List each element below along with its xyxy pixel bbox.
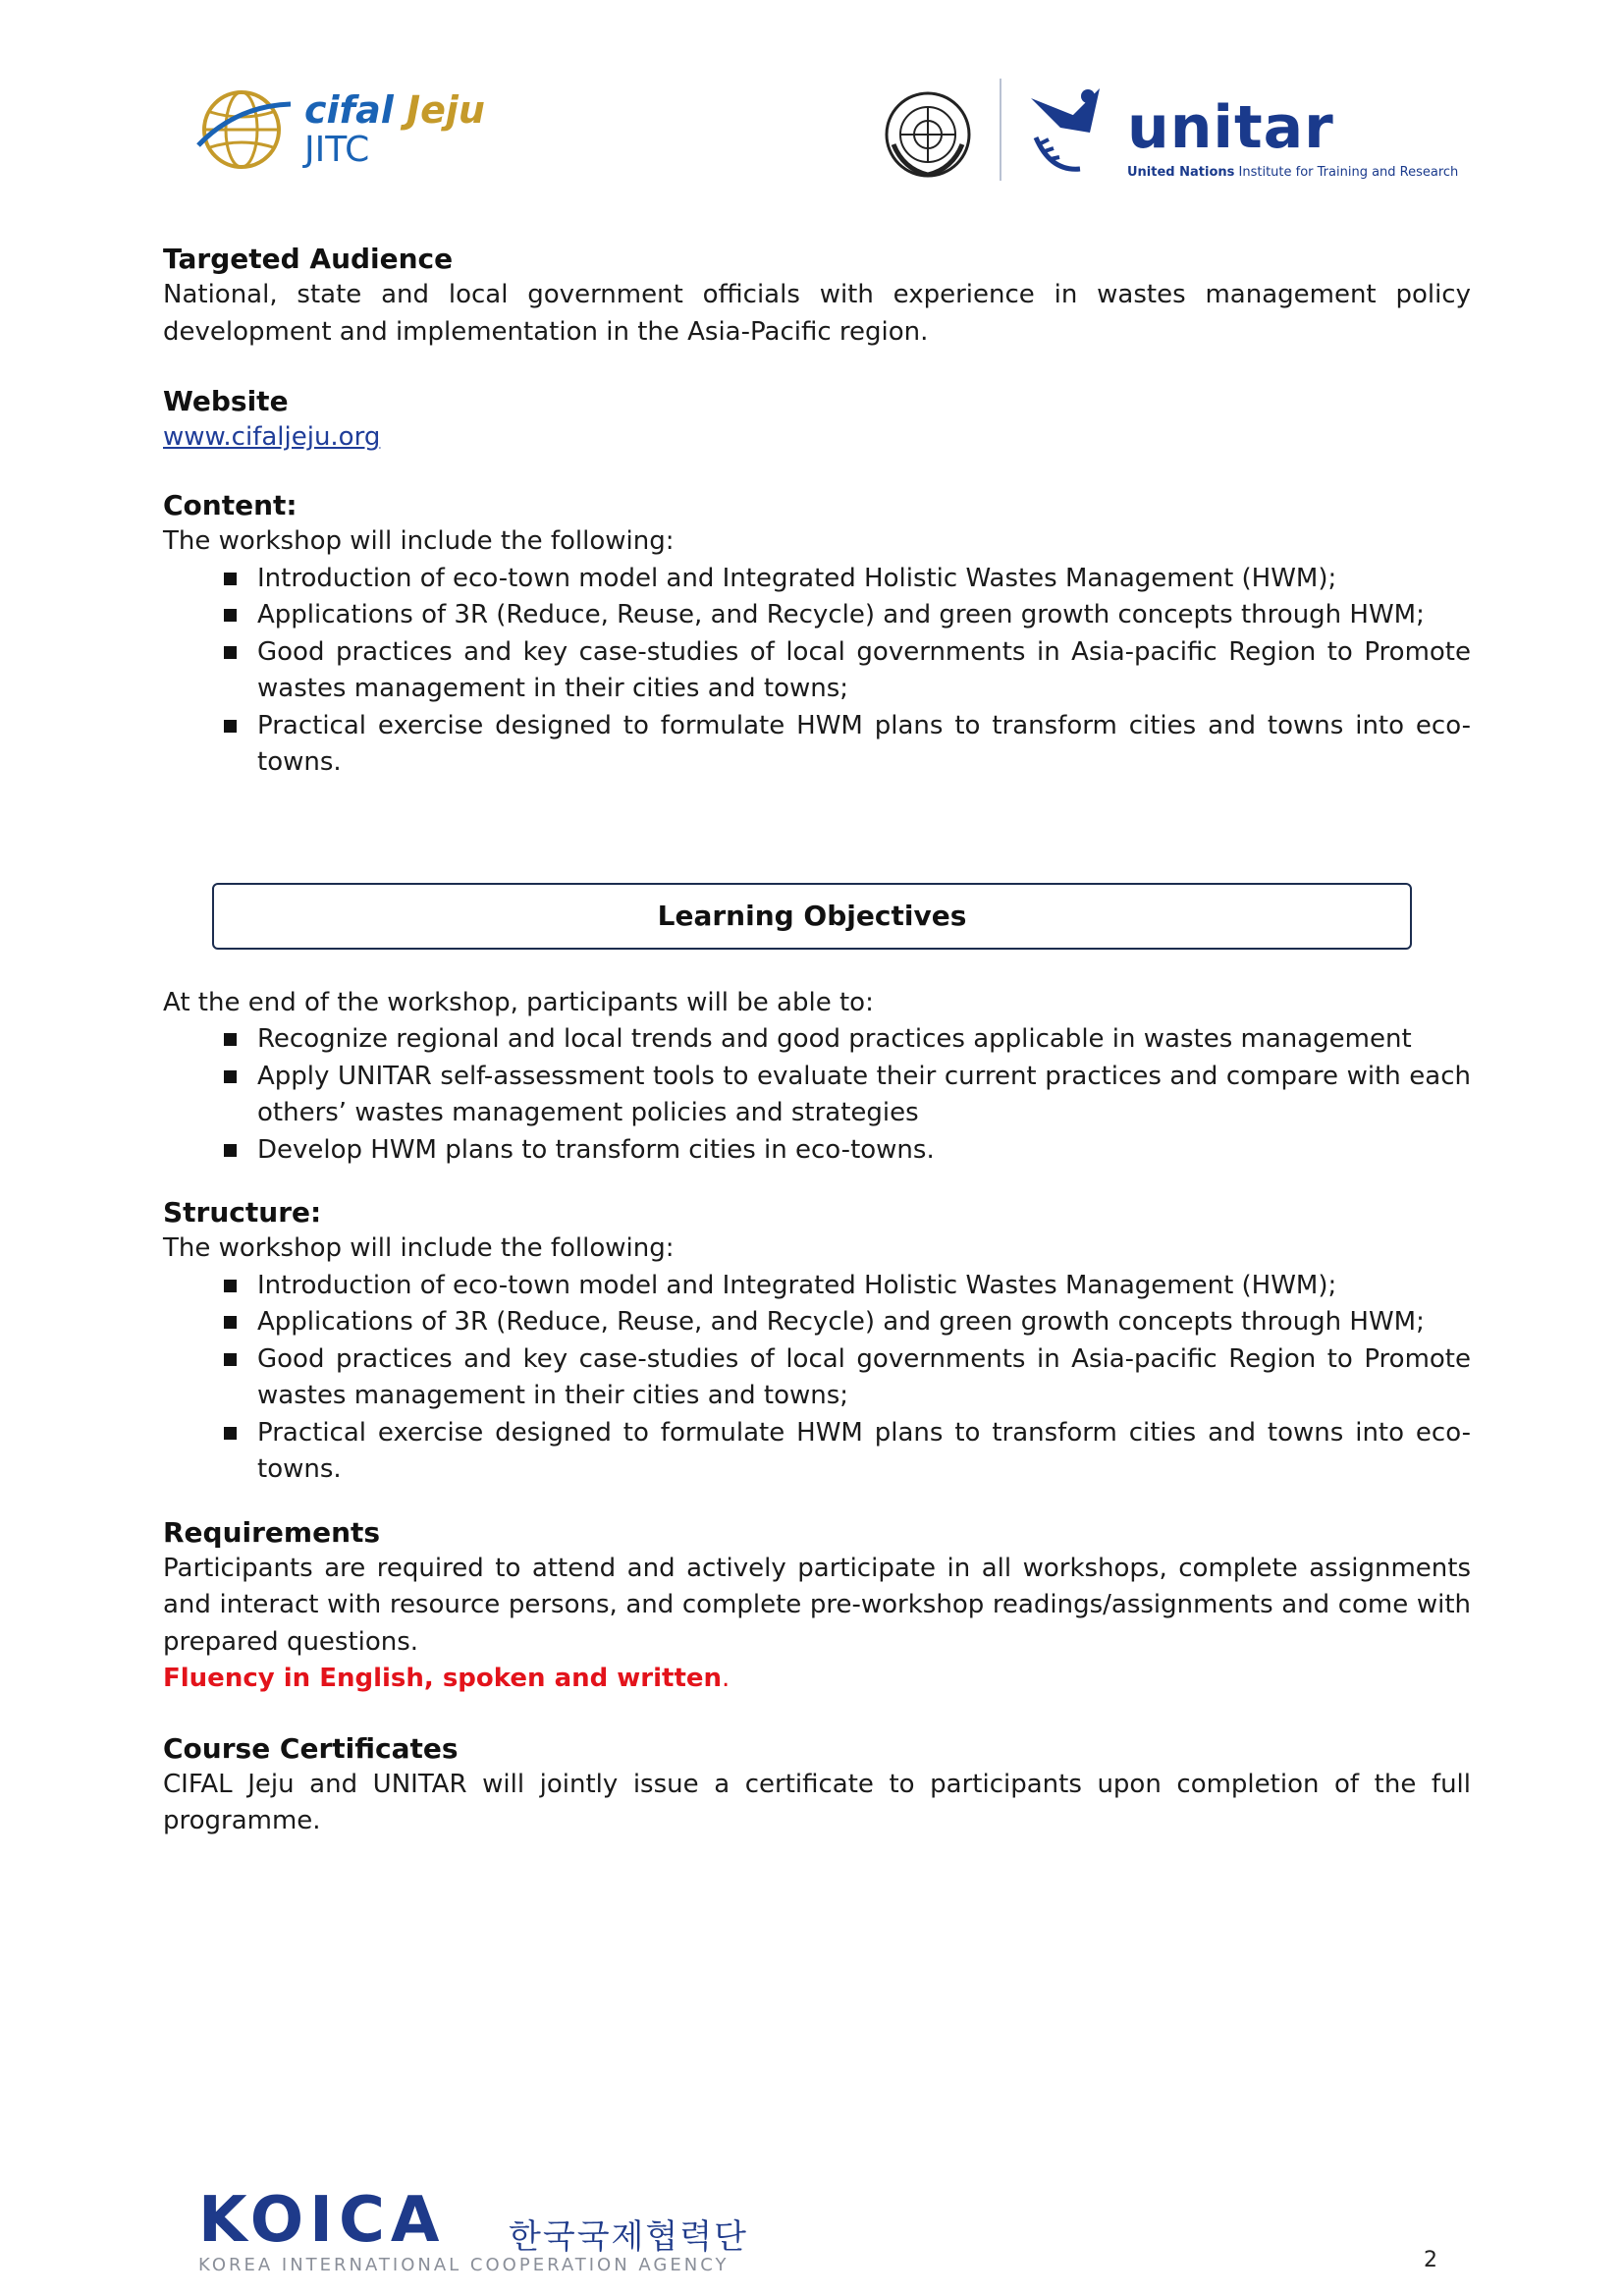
certificates-section — [163, 1730, 1471, 1840]
list-item: Good practices and key case-studies of local governments in Asia-pacific Region to Promote wastes management in their cities and towns; — [224, 634, 1471, 708]
requirements-section — [163, 1514, 1471, 1698]
page-header — [0, 0, 1623, 236]
website-section — [163, 383, 1471, 455]
koica-english-name: KOREA INTERNATIONAL COOPERATION AGENCY — [198, 2255, 730, 2275]
bullet-list — [163, 1268, 1471, 1489]
list-item: Apply UNITAR self-assessment tools to evaluate their current practices and compare with each others’ wastes management policies and strategies — [224, 1059, 1471, 1132]
list-item: Practical exercise designed to formulate HWM plans to transform cities and towns into eco-towns. — [224, 708, 1471, 782]
un-emblem-icon — [884, 90, 972, 179]
language-requirement: Fluency in English, spoken and written. — [163, 1664, 730, 1693]
list-item: Applications of 3R (Reduce, Reuse, and Recycle) and green growth concepts through HWM; — [224, 1304, 1471, 1341]
list-item: Introduction of eco-town model and Integrated Holistic Wastes Management (HWM); — [224, 561, 1471, 598]
section-paragraph: CIFAL Jeju and UNITAR will jointly issue a certificate to participants upon completion of the full programme. — [163, 1769, 1471, 1835]
section-heading: Content: — [163, 489, 298, 521]
targeted-audience-section — [163, 241, 1471, 351]
koica-korean-name: 한국국제협력단 — [509, 2217, 748, 2257]
section-intro: At the end of the workshop, participants will be able to: — [163, 987, 874, 1017]
section-paragraph: National, state and local government officials with experience in wastes management policy development and implementation in the Asia-Pacific region. — [163, 280, 1471, 347]
section-heading: Website — [163, 385, 289, 417]
list-item: Develop HWM plans to transform cities in eco-towns. — [224, 1132, 1471, 1170]
cifal-wordmark: cifal Jeju — [304, 88, 485, 132]
jitc-wordmark: JITC — [304, 130, 370, 170]
list-item: Introduction of eco-town model and Integrated Holistic Wastes Management (HWM); — [224, 1268, 1471, 1305]
section-heading: Structure: — [163, 1196, 322, 1229]
section-heading: Requirements — [163, 1515, 381, 1549]
koica-wordmark: KOICA — [198, 2184, 446, 2257]
section-heading: Targeted Audience — [163, 243, 454, 275]
unitar-bird-icon — [1021, 79, 1109, 177]
content-section — [163, 487, 1471, 782]
unitar-tagline: United Nations Institute for Training and Research — [1127, 165, 1459, 180]
structure-section — [163, 1194, 1471, 1489]
logo-divider — [1000, 79, 1001, 181]
learning-objectives-section — [163, 985, 1471, 1170]
bullet-list — [163, 561, 1471, 782]
page-number: 2 — [1424, 2248, 1437, 2272]
section-intro: The workshop will include the following: — [163, 1233, 675, 1263]
document-body — [163, 241, 1471, 1840]
koica-logo — [198, 2186, 807, 2274]
learning-objectives-banner — [212, 883, 1412, 950]
globe-icon — [196, 86, 293, 173]
list-item: Recognize regional and local trends and good practices applicable in wastes management — [224, 1021, 1471, 1059]
list-item: Good practices and key case-studies of local governments in Asia-pacific Region to Promote wastes management in their cities and towns; — [224, 1341, 1471, 1415]
list-item: Practical exercise designed to formulate HWM plans to transform cities and towns into eco-towns. — [224, 1415, 1471, 1489]
section-paragraph: Participants are required to attend and actively participate in all workshops, complete assignments and interact with resource persons, and complete pre-workshop readings/assignments and come with prepared questions. — [163, 1553, 1471, 1657]
website-link[interactable]: www.cifaljeju.org — [163, 422, 381, 452]
section-heading: Course Certificates — [163, 1731, 459, 1765]
list-item: Applications of 3R (Reduce, Reuse, and Recycle) and green growth concepts through HWM; — [224, 597, 1471, 634]
unitar-wordmark: unitar — [1127, 93, 1334, 162]
bullet-list — [163, 1021, 1471, 1169]
banner-title: Learning Objectives — [657, 900, 967, 932]
section-intro: The workshop will include the following: — [163, 526, 675, 556]
cifal-jeju-logo — [196, 81, 491, 179]
